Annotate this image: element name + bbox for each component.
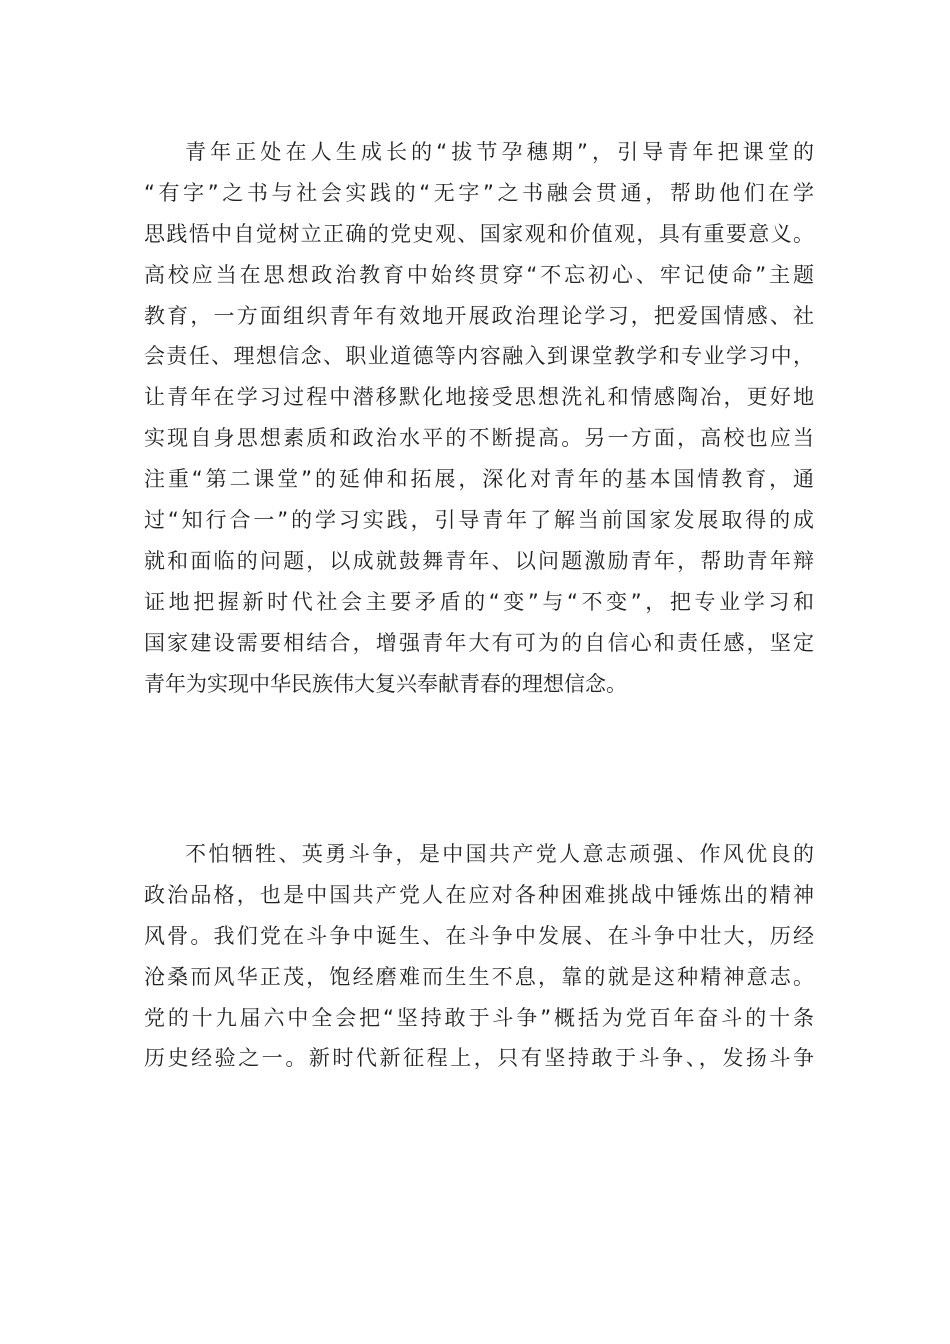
text-line: 思践悟中自觉树立正确的党史观、国家观和价值观，具有重要意义。 xyxy=(144,221,814,246)
text-line: 实现自身思想素质和政治水平的不断提高。另一方面，高校也应当 xyxy=(144,426,814,451)
paragraph-struggle-spirit xyxy=(144,834,814,1079)
text-line: 教育，一方面组织青年有效地开展政治理论学习，把爱国情感、社 xyxy=(144,303,814,328)
text-line: 注重“第二课堂”的延伸和拓展，深化对青年的基本国情教育，通 xyxy=(144,467,814,492)
text-line: 不怕牺牲、英勇斗争，是中国共产党人意志顽强、作风优良的 xyxy=(185,842,814,866)
text-line: 过“知行合一”的学习实践，引导青年了解当前国家发展取得的成 xyxy=(144,508,814,533)
text-line: 国家建设需要相结合，增强青年大有可为的自信心和责任感，坚定 xyxy=(144,630,814,655)
text-line: 就和面临的问题，以成就鼓舞青年、以问题激励青年，帮助青年辩 xyxy=(144,548,814,573)
text-line: 高校应当在思想政治教育中始终贯穿“不忘初心、牢记使命”主题 xyxy=(144,262,814,287)
text-line: 政治品格，也是中国共产党人在应对各种困难挑战中锤炼出的精神 xyxy=(144,882,814,907)
text-line: 青年正处在人生成长的“拔节孕穗期”，引导青年把课堂的 xyxy=(185,140,814,164)
text-line: 党的十九届六中全会把“坚持敢于斗争”概括为党百年奋斗的十条 xyxy=(144,1005,814,1030)
text-line: 沧桑而风华正茂，饱经磨难而生生不息，靠的就是这种精神意志。 xyxy=(144,964,814,989)
paragraph-youth-education xyxy=(144,132,814,704)
text-line: 证地把握新时代社会主要矛盾的“变”与“不变”，把专业学习和 xyxy=(144,589,814,614)
text-line: “有字”之书与社会实践的“无字”之书融会贯通，帮助他们在学 xyxy=(144,180,814,205)
text-line: 会责任、理想信念、职业道德等内容融入到课堂教学和专业学习中， xyxy=(144,344,814,369)
text-line: 青年为实现中华民族伟大复兴奉献青春的理想信念。 xyxy=(144,671,627,696)
text-line: 风骨。我们党在斗争中诞生、在斗争中发展、在斗争中壮大，历经 xyxy=(144,923,814,948)
text-line: 让青年在学习过程中潜移默化地接受思想洗礼和情感陶冶，更好地 xyxy=(144,385,814,410)
text-line: 历史经验之一。新时代新征程上，只有坚持敢于斗争、，发扬斗争 xyxy=(144,1046,814,1071)
